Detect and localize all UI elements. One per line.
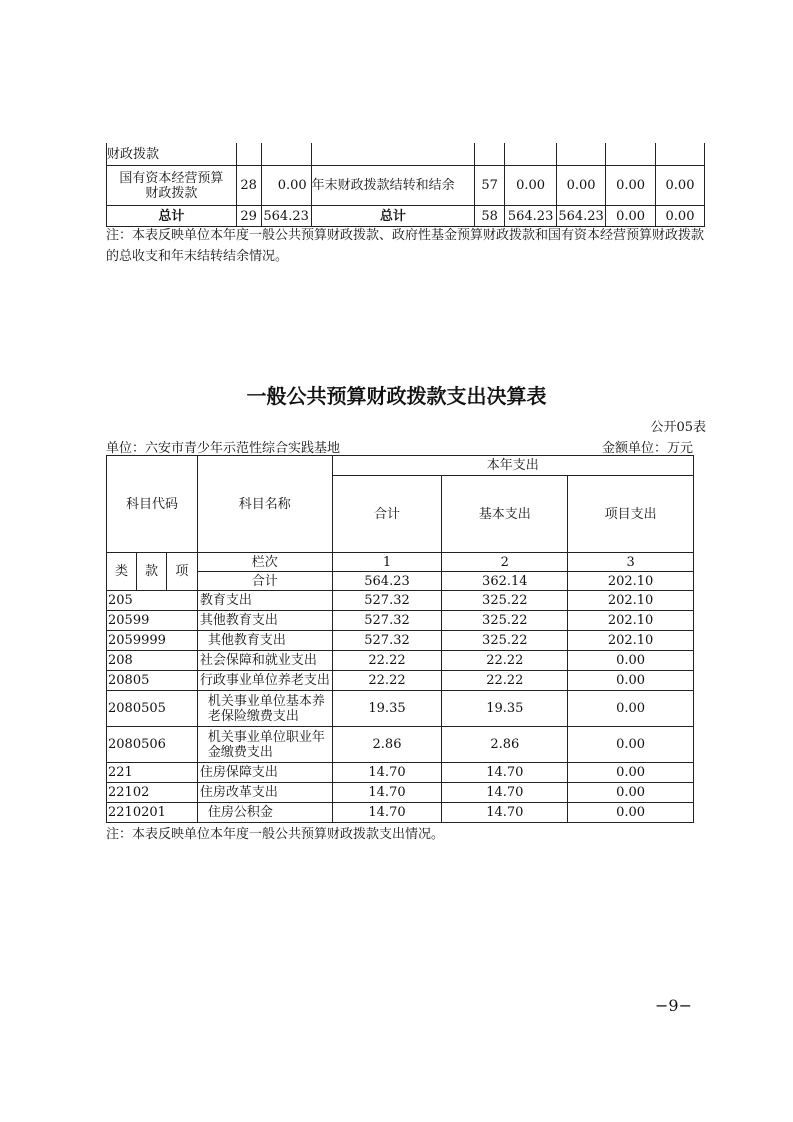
- fragment-right-label: 年末财政拨款结转和结余: [311, 166, 475, 206]
- row-code: 20599: [107, 611, 198, 631]
- unit-label: 单位：六安市青少年示范性综合实践基地: [106, 441, 341, 456]
- row-total: 14.70: [332, 783, 442, 803]
- fragment-row-label: 国有资本经营预算财政拨款: [107, 166, 237, 206]
- row-project: 0.00: [568, 763, 694, 783]
- form-number: 公开05表: [650, 420, 706, 435]
- row-code: 2210201: [107, 803, 198, 823]
- row-project: 0.00: [568, 803, 694, 823]
- sum-label: 合计: [197, 572, 332, 591]
- table-row: [107, 651, 694, 671]
- row-total: 22.22: [332, 651, 442, 671]
- row-name: 住房保障支出: [197, 763, 332, 783]
- table-row: [107, 611, 694, 631]
- row-total: 527.32: [332, 591, 442, 611]
- row-total: 14.70: [332, 803, 442, 823]
- header-lanci: 栏次: [197, 553, 332, 572]
- prior-table-fragment: [106, 143, 705, 227]
- header-xiang: 项: [166, 553, 197, 591]
- row-basic: 325.22: [442, 591, 568, 611]
- row-code: 2059999: [107, 631, 198, 651]
- row-name: 机关事业单位基本养老保险缴费支出: [197, 691, 332, 727]
- row-total: 2.86: [332, 727, 442, 763]
- total-label: 总计: [311, 206, 475, 227]
- header-name: 科目名称: [197, 456, 332, 553]
- row-name: 机关事业单位职业年金缴费支出: [197, 727, 332, 763]
- header-total: 合计: [332, 476, 442, 553]
- row-total: 19.35: [332, 691, 442, 727]
- sum-basic: 362.14: [442, 572, 568, 591]
- row-project: 202.10: [568, 631, 694, 651]
- line-number: 58: [475, 206, 505, 227]
- row-basic: 325.22: [442, 631, 568, 651]
- table-row: [107, 671, 694, 691]
- column-number: 1: [332, 553, 442, 572]
- row-basic: 14.70: [442, 783, 568, 803]
- row-basic: 2.86: [442, 727, 568, 763]
- table-row: [107, 783, 694, 803]
- row-project: 0.00: [568, 727, 694, 763]
- line-number: 28: [236, 166, 261, 206]
- row-name: 住房改革支出: [197, 783, 332, 803]
- row-basic: 22.22: [442, 671, 568, 691]
- row-total: 527.32: [332, 611, 442, 631]
- row-basic: 14.70: [442, 803, 568, 823]
- total-label: 总计: [107, 206, 237, 227]
- expenditure-table: [106, 455, 694, 823]
- row-code: 22102: [107, 783, 198, 803]
- sum-project: 202.10: [568, 572, 694, 591]
- amount-cell: 0.00: [606, 166, 656, 206]
- row-basic: 14.70: [442, 763, 568, 783]
- page-number: −9−: [655, 996, 692, 1015]
- header-project: 项目支出: [568, 476, 694, 553]
- row-basic: 22.22: [442, 651, 568, 671]
- page-title: 一般公共预算财政拨款支出决算表: [246, 384, 547, 408]
- row-project: 202.10: [568, 591, 694, 611]
- row-code: 2080506: [107, 727, 198, 763]
- row-project: 0.00: [568, 651, 694, 671]
- amount-cell: 564.23: [557, 206, 606, 227]
- row-code: 20805: [107, 671, 198, 691]
- amount-cell: 0.00: [656, 206, 705, 227]
- table-row: [107, 691, 694, 727]
- row-code: 205: [107, 591, 198, 611]
- row-total: 527.32: [332, 631, 442, 651]
- header-kuan: 款: [136, 553, 166, 591]
- row-total: 14.70: [332, 763, 442, 783]
- row-total: 22.22: [332, 671, 442, 691]
- row-name: 住房公积金: [197, 803, 332, 823]
- table-row: [107, 631, 694, 651]
- table-row: [107, 803, 694, 823]
- header-code: 科目代码: [107, 456, 198, 553]
- table-row: [107, 727, 694, 763]
- amount-cell: 564.23: [261, 206, 311, 227]
- amount-cell: 0.00: [606, 206, 656, 227]
- row-basic: 325.22: [442, 611, 568, 631]
- table-note: 注：本表反映单位本年度一般公共预算财政拨款支出情况。: [106, 827, 445, 842]
- table-row: [107, 763, 694, 783]
- row-project: 202.10: [568, 611, 694, 631]
- column-number: 3: [568, 553, 694, 572]
- sum-total: 564.23: [332, 572, 442, 591]
- row-project: 0.00: [568, 671, 694, 691]
- amount-cell: 0.00: [656, 166, 705, 206]
- money-unit-label: 金额单位：万元: [601, 441, 693, 456]
- fragment-note: 注：本表反映单位本年度一般公共预算财政拨款、政府性基金预算财政拨款和国有资本经营预算财政拨款的总收支和年末结转结余情况。: [106, 228, 705, 264]
- header-basic: 基本支出: [442, 476, 568, 553]
- row-name: 教育支出: [197, 591, 332, 611]
- amount-cell: 0.00: [505, 166, 557, 206]
- row-name: 其他教育支出: [197, 631, 332, 651]
- line-number: 29: [236, 206, 261, 227]
- row-basic: 19.35: [442, 691, 568, 727]
- row-name: 社会保障和就业支出: [197, 651, 332, 671]
- row-code: 2080505: [107, 691, 198, 727]
- line-number: 57: [475, 166, 505, 206]
- row-code: 208: [107, 651, 198, 671]
- amount-cell: 0.00: [557, 166, 606, 206]
- column-number: 2: [442, 553, 568, 572]
- row-name: 其他教育支出: [197, 611, 332, 631]
- row-project: 0.00: [568, 691, 694, 727]
- row-project: 0.00: [568, 783, 694, 803]
- table-row: [107, 591, 694, 611]
- row-code: 221: [107, 763, 198, 783]
- header-lei: 类: [107, 553, 137, 591]
- amount-cell: 564.23: [505, 206, 557, 227]
- row-name: 行政事业单位养老支出: [197, 671, 332, 691]
- amount-cell: 0.00: [261, 166, 311, 206]
- header-this-year: 本年支出: [332, 456, 693, 476]
- fragment-row-label: 财政拨款: [107, 143, 237, 166]
